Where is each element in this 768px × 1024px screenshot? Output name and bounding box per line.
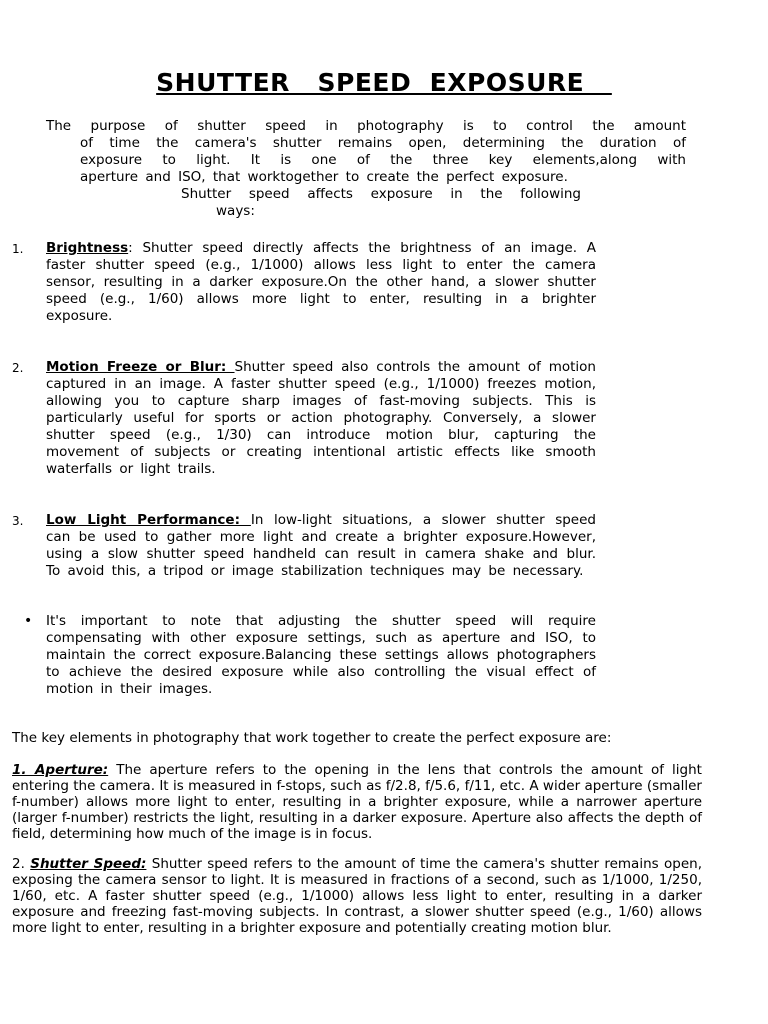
- list-item-heading: Brightness: [46, 240, 129, 256]
- shutter-speed-number: 2.: [12, 856, 31, 872]
- list-item-body: Shutter speed also controls the amount of motion captured in an image. A faster shutter speed (e.g., 1/1000) freezes motion, allowing you to capture sharp images of fast-moving subjects. This is particularly useful for sports or action photography. Conversely, a slower shutter speed (e.g., 1/30) can introduce motion blur, capturing the movement of subjects or creating intentional artistic effects like smooth waterfalls or light trails.: [46, 359, 596, 477]
- list-item-colon: :: [128, 240, 133, 256]
- intro-line: exposure to light. It is one of the three key elements,along with: [80, 152, 686, 168]
- shutter-speed-heading: Shutter Speed:: [30, 856, 147, 872]
- list-number: 1.: [12, 242, 24, 256]
- list-item-text: [46, 240, 596, 325]
- list-item-heading: Motion Freeze or Blur:: [46, 359, 235, 375]
- intro-line: The purpose of shutter speed in photography is to control the amount: [46, 118, 686, 134]
- aperture-heading: 1. Aperture:: [12, 762, 109, 778]
- list-item-body: In low-light situations, a slower shutter speed can be used to gather more light and create a brighter exposure.However, using a slow shutter speed handheld can result in camera shake and blur. To avoid this, a tripod or image stabilization techniques may be necessary.: [46, 512, 596, 579]
- shutter-speed-body: Shutter speed refers to the amount of time the camera's shutter remains open, exposing the camera sensor to light. It is measured in fractions of a second, such as 1/1000, 1/250, 1/60, etc. A faster shutter speed (e.g., 1/1000) allows less light to enter, resulting in a darker exposure and freezing fast-moving subjects. In contrast, a slower shutter speed (e.g., 1/60) allows more light to enter, resulting in a brighter exposure and potentially creating motion blur.: [12, 856, 702, 936]
- list-item-text: [46, 359, 596, 478]
- page-title: SHUTTER SPEED EXPOSURE: [156, 68, 612, 97]
- list-item-low-light: [12, 512, 596, 580]
- list-number: 3.: [12, 514, 24, 528]
- aperture-body: The aperture refers to the opening in the lens that controls the amount of light entering the camera. It is measured in f-stops, such as f/2.8, f/5.6, f/11, etc. A wider aperture (smaller f-number) allows more light to enter, resulting in a brighter exposure, while a narrower aperture (larger f-number) restricts the light, resulting in a darker exposure. Aperture also affects the depth of field, determining how much of the image is in focus.: [12, 762, 702, 842]
- aperture-paragraph: [12, 762, 702, 842]
- intro-line: ways:: [216, 203, 255, 219]
- bullet-icon: •: [24, 613, 33, 629]
- bullet-note: [24, 613, 596, 698]
- intro-paragraph: [46, 118, 686, 220]
- bullet-text: It's important to note that adjusting the shutter speed will require compensating with other exposure settings, such as aperture and ISO, to maintain the correct exposure.Balancing these settings allows photographers to achieve the desired exposure while also controlling the visual effect of motion in their images.: [46, 613, 596, 697]
- shutter-speed-paragraph: [12, 856, 702, 936]
- list-item-body: Shutter speed directly affects the brightness of an image. A faster shutter speed (e.g., 1/1000) allows less light to enter the camera sensor, resulting in a darker exposure.On the other hand, a slower shutter speed (e.g., 1/60) allows more light to enter, resulting in a brighter exposure.: [46, 240, 596, 324]
- key-elements-intro: The key elements in photography that work together to create the perfect exposure are:: [12, 730, 612, 746]
- list-item-motion: [12, 359, 596, 478]
- intro-line: Shutter speed affects exposure in the following: [181, 186, 581, 202]
- list-item-text: [46, 512, 596, 580]
- list-item-heading: Low Light Performance:: [46, 512, 251, 528]
- intro-line: of time the camera's shutter remains open, determining the duration of: [80, 135, 686, 151]
- list-number: 2.: [12, 361, 24, 375]
- intro-line: aperture and ISO, that worktogether to create the perfect exposure.: [80, 169, 568, 185]
- list-item-brightness: [12, 240, 596, 325]
